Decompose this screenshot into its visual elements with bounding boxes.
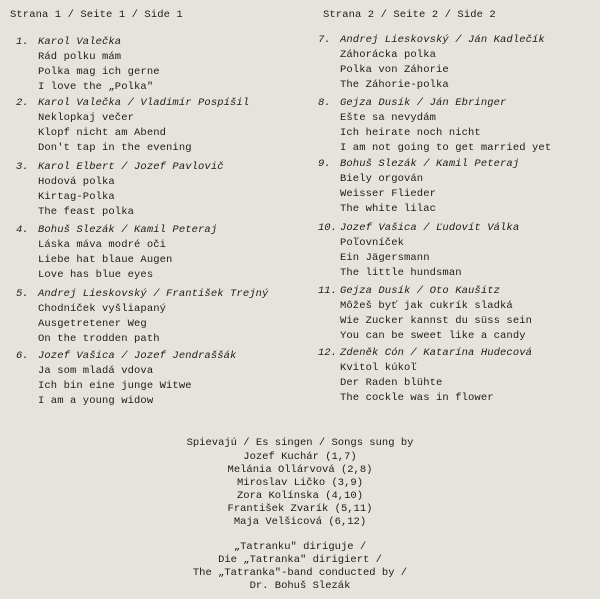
track-title-slovak: Hodová polka — [38, 176, 115, 188]
conductor-credit-german: Die „Tatranka" dirigiert / — [218, 554, 382, 566]
singer-credit: Melánia Ollárvová (2,8) — [227, 464, 373, 476]
track-title-slovak: Môžeš byť jak cukrík sladká — [340, 300, 513, 312]
track-title-german: Wie Zucker kannst du süss sein — [340, 315, 533, 327]
track-authors: Andrej Lieskovský / František Trejný — [38, 288, 269, 300]
track-number: 7. — [318, 34, 331, 46]
conductor-name: Dr. Bohuš Slezák — [249, 580, 351, 592]
conductor-credit-english: The „Tatranka"-band conducted by / — [192, 567, 408, 579]
track-title-slovak: Ja som mladá vdova — [38, 365, 154, 377]
track-title-english: The feast polka — [38, 206, 135, 218]
track-title-slovak: Kvitol kúkoľ — [340, 362, 417, 374]
track-title-german: Kirtag-Polka — [38, 191, 115, 203]
track-title-german: Polka von Záhorie — [340, 64, 449, 76]
track-title-slovak: Láska máva modré oči — [38, 239, 167, 251]
track-title-english: The white lilac — [340, 203, 437, 215]
track-title-german: Liebe hat blaue Augen — [38, 254, 173, 266]
track-title-english: The little hundsman — [340, 267, 462, 279]
track-title-slovak: Neklopkaj večer — [38, 112, 135, 124]
track-number: 11. — [318, 285, 337, 297]
track-number: 1. — [16, 36, 29, 48]
track-authors: Karol Valečka — [38, 36, 122, 48]
track-title-english: You can be sweet like a candy — [340, 330, 526, 342]
track-number: 5. — [16, 288, 29, 300]
track-authors: Zdeněk Cón / Katarína Hudecová — [340, 347, 533, 359]
singer-credit: Jozef Kuchár (1,7) — [243, 451, 357, 463]
singer-credit: Zora Kolínska (4,10) — [236, 490, 364, 502]
track-title-german: Weisser Flieder — [340, 188, 437, 200]
track-title-english: The Záhorie-polka — [340, 79, 449, 91]
track-title-german: Ausgetretener Weg — [38, 318, 147, 330]
track-title-german: Ein Jägersmann — [340, 252, 430, 264]
singer-credit: Maja Velšicová (6,12) — [233, 516, 367, 528]
track-title-slovak: Záhorácka polka — [340, 49, 437, 61]
track-number: 6. — [16, 350, 29, 362]
track-title-german: Klopf nicht am Abend — [38, 127, 167, 139]
track-title-english: I love the „Polka" — [38, 81, 154, 93]
track-authors: Karol Elbert / Jozef Pavlovič — [38, 161, 224, 173]
track-title-english: Don't tap in the evening — [38, 142, 192, 154]
track-title-slovak: Biely orgován — [340, 173, 424, 185]
track-title-german: Ich heirate noch nicht — [340, 127, 481, 139]
track-authors: Karol Valečka / Vladimír Pospíšil — [38, 97, 250, 109]
track-number: 9. — [318, 158, 331, 170]
track-title-german: Polka mag ich gerne — [38, 66, 160, 78]
track-title-slovak: Ešte sa nevydám — [340, 112, 437, 124]
singer-credit: František Zvarík (5,11) — [227, 503, 373, 515]
track-number: 2. — [16, 97, 29, 109]
track-title-german: Der Raden blühte — [340, 377, 443, 389]
track-authors: Jozef Vašica / Ľudovít Válka — [340, 222, 520, 234]
track-authors: Jozef Vašica / Jozef Jendraššák — [38, 350, 237, 362]
track-authors: Gejza Dusík / Ján Ebringer — [340, 97, 507, 109]
track-number: 8. — [318, 97, 331, 109]
credits-heading: Spievajú / Es singen / Songs sung by — [186, 437, 414, 449]
singer-credit: Miroslav Ličko (3,9) — [236, 477, 364, 489]
side-1-header: Strana 1 / Seite 1 / Side 1 — [10, 9, 183, 21]
side-2-header: Strana 2 / Seite 2 / Side 2 — [323, 9, 496, 21]
track-authors: Andrej Lieskovský / Ján Kadlečík — [340, 34, 545, 46]
track-number: 12. — [318, 347, 337, 359]
track-title-english: The cockle was in flower — [340, 392, 494, 404]
track-authors: Gejza Dusík / Oto Kaušitz — [340, 285, 501, 297]
track-title-english: On the trodden path — [38, 333, 160, 345]
track-title-slovak: Chodníček vyšliapaný — [38, 303, 167, 315]
track-title-slovak: Rád polku mám — [38, 51, 122, 63]
conductor-credit-slovak: „Tatranku" diriguje / — [233, 541, 367, 553]
track-authors: Bohuš Slezák / Kamil Peteraj — [38, 224, 218, 236]
track-number: 4. — [16, 224, 29, 236]
track-number: 10. — [318, 222, 337, 234]
track-number: 3. — [16, 161, 29, 173]
track-authors: Bohuš Slezák / Kamil Peteraj — [340, 158, 520, 170]
track-title-english: Love has blue eyes — [38, 269, 154, 281]
track-title-slovak: Poľovníček — [340, 237, 405, 249]
track-title-german: Ich bin eine junge Witwe — [38, 380, 192, 392]
track-title-english: I am not going to get married yet — [340, 142, 552, 154]
track-title-english: I am a young widow — [38, 395, 154, 407]
